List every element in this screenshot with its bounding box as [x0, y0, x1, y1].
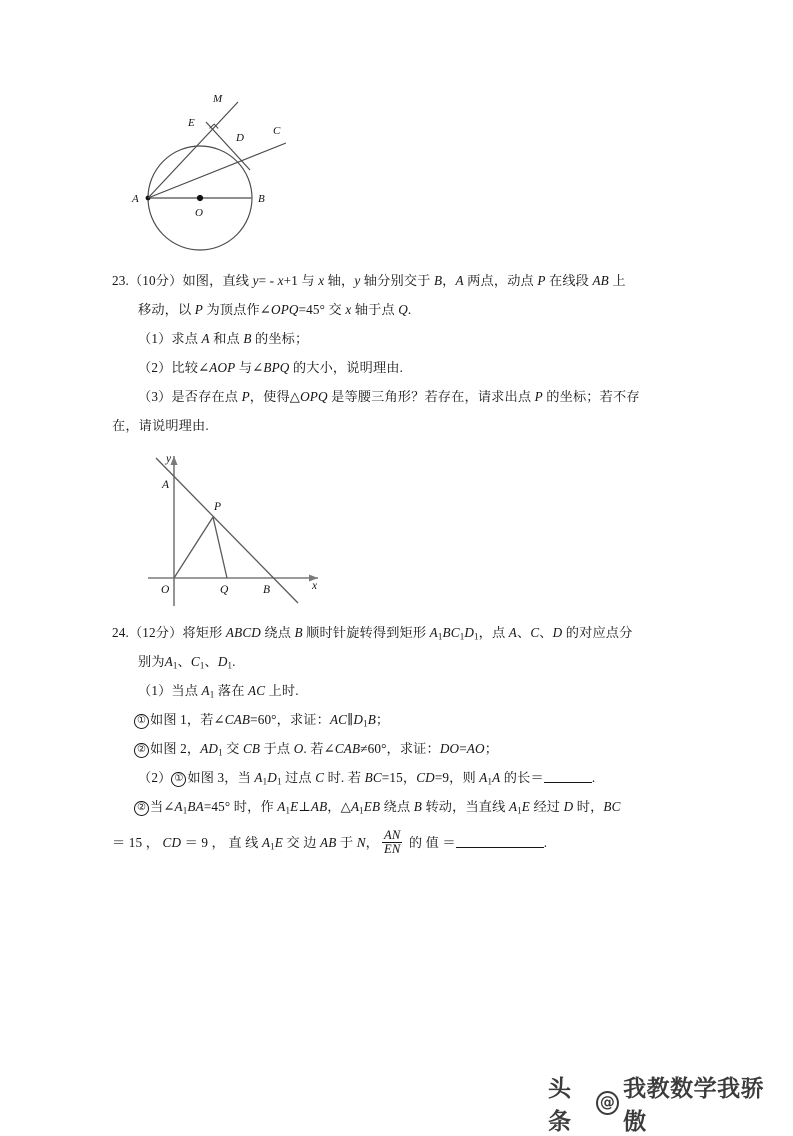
- q24-p1ii-t3: 于点: [260, 741, 294, 756]
- q24-p2ii-BA: BA: [187, 799, 204, 814]
- q24-t1: 将矩形: [182, 625, 226, 640]
- q24-p2ii-t7: 时，: [573, 799, 604, 814]
- q23-seg-AB: AB: [592, 273, 609, 288]
- q24-p1ii-AD1: [200, 741, 223, 756]
- q24-p2ii-BC: BC: [603, 799, 621, 814]
- q24-p2ii-t3: ，△: [327, 799, 351, 814]
- label-origin-O: O: [161, 584, 170, 596]
- q24-p1i-s: 1: [363, 718, 368, 729]
- question-24-block: [112, 618, 684, 865]
- label-B: B: [258, 193, 265, 205]
- q24-p1ii-t2: 交: [222, 741, 243, 756]
- q23-t5: 轴分别交于: [360, 273, 434, 288]
- q23-p2-t2: 与∠: [235, 360, 264, 375]
- q23-p2-t3: 的大小，说明理由.: [289, 360, 404, 375]
- label-E: E: [188, 117, 195, 129]
- q24-p2iii-t2: ＝ 9 ，: [181, 835, 225, 850]
- ray-AC: [148, 143, 286, 198]
- q24-p1i-D: D: [353, 712, 364, 727]
- q24-p2iii-CD: CD: [162, 835, 182, 850]
- q23-p1-A: A: [201, 331, 210, 346]
- label-point-B: B: [263, 584, 271, 596]
- q24-number: 24.: [112, 625, 129, 640]
- q24-p2-t8: .: [591, 770, 596, 785]
- q24-p2-s3: 1: [487, 776, 493, 787]
- q23-pt-Q: Q: [398, 302, 408, 317]
- q23-p1-t1: （1）求点: [138, 331, 202, 346]
- q24-pt-A: A: [508, 625, 517, 640]
- q24-p2ii-AB: AB: [310, 799, 328, 814]
- q24-p1i-angle-CAB: CAB: [224, 712, 251, 727]
- q24-p2iii-t3: 直 线: [228, 835, 262, 850]
- segment-PQ: [213, 517, 227, 578]
- q24-p2-t5: =15，: [381, 770, 417, 785]
- q23-score: （10分）: [128, 273, 183, 288]
- q23-p2-t1: （2）比较∠: [138, 360, 210, 375]
- q24-r-D: D: [464, 625, 475, 640]
- q24-p2ii-s1: 1: [182, 805, 188, 816]
- q24-pt-C1: [191, 654, 205, 669]
- q24-p1i-B: B: [367, 712, 376, 727]
- q24-t5: 、: [517, 625, 531, 640]
- q24-p2ii-A1BA: [175, 799, 204, 814]
- q24-A1-l: A: [164, 654, 173, 669]
- q23-pt-B: B: [433, 273, 443, 288]
- q24-line-2: [112, 647, 684, 676]
- circle-number-2b-icon: ②: [134, 801, 149, 816]
- circle-number-2-icon: ②: [134, 743, 149, 758]
- watermark-handle: 我教数学我骄傲: [623, 1076, 765, 1135]
- q24-p2ii-lA: A: [508, 799, 518, 814]
- segment-ED: [206, 122, 250, 170]
- q24-pt-D: D: [552, 625, 563, 640]
- coordinate-plane-figure: [146, 448, 336, 610]
- center-point-O: [197, 195, 203, 201]
- watermark-brand: 头条: [548, 1076, 572, 1135]
- label-O: O: [195, 207, 203, 219]
- q24-p2iii-E: E: [274, 835, 284, 850]
- q24-p2iii-t4: 交 边: [283, 835, 321, 850]
- q24-p1ii-s: 1: [218, 747, 223, 758]
- q24-p1ii-t1: 如图 2，: [150, 741, 201, 756]
- q24-p2-t6: =9，则: [434, 770, 480, 785]
- q24-rect-ABCD: ABCD: [225, 625, 261, 640]
- q24-p1i-t2: =60°，求证：: [250, 712, 330, 727]
- q24-p2ii-t2: =45° 时，作: [203, 799, 278, 814]
- q24-t11: .: [232, 654, 236, 669]
- segment-OP: [174, 517, 213, 578]
- q23-var-x: x: [277, 273, 284, 288]
- q24-p1-A1: [202, 683, 215, 698]
- q24-p2ii-s4: 1: [517, 805, 522, 816]
- q23-number: 23.: [112, 273, 129, 288]
- q24-p2-D: D: [267, 770, 277, 785]
- q24-p1i-AC: AC: [329, 712, 348, 727]
- q24-p1ii-O: O: [293, 741, 304, 756]
- circle-number-1-icon: ①: [134, 714, 149, 729]
- q24-p2-CD: CD: [416, 770, 435, 785]
- q24-p2-A1: A: [479, 770, 488, 785]
- q23-t3: +1 与: [283, 273, 319, 288]
- q24-p2iii-s: 1: [270, 841, 275, 852]
- label-D: D: [236, 132, 244, 144]
- q24-p1-t2: 落在: [214, 683, 248, 698]
- q24-p1-A1-l: A: [201, 683, 210, 698]
- q24-r-BC: BC: [442, 625, 460, 640]
- q24-p2-t4: 时. 若: [324, 770, 365, 785]
- q24-pt-C: C: [530, 625, 540, 640]
- q23-t2: = -: [258, 273, 278, 288]
- q23-t8: 在线段: [545, 273, 593, 288]
- q24-p2ii-s3: 1: [359, 805, 364, 816]
- q24-p1ii-DO: DO: [439, 741, 460, 756]
- q24-p2-A1D1: [254, 770, 281, 785]
- q23-line-1: [112, 266, 684, 295]
- q24-t7: 的对应点分: [562, 625, 633, 640]
- q24-p2iii-t5: 于: [336, 835, 357, 850]
- q24-p2ii-lineA1E: [509, 799, 530, 814]
- answer-blank-1[interactable]: [544, 782, 592, 783]
- q23-var-xaxis: x: [318, 273, 325, 288]
- label-x-axis: x: [312, 580, 318, 592]
- q24-D1-l: D: [217, 654, 228, 669]
- q23-t7: 两点，动点: [463, 273, 538, 288]
- q24-p2ii-A1E: [277, 799, 298, 814]
- q24-D1-s: 1: [227, 660, 233, 671]
- q24-r-s3: 1: [474, 631, 479, 642]
- q24-p1ii-eq: =: [459, 741, 467, 756]
- q23-line-2: [112, 295, 684, 324]
- watermark-toutiao: [548, 1076, 778, 1135]
- q24-p1-t3: 上时.: [265, 683, 299, 698]
- q24-p2ii-D: D: [563, 799, 574, 814]
- q24-p2-t3: 过点: [281, 770, 316, 785]
- q23-part-2: [112, 353, 684, 382]
- q24-p2-C: C: [315, 770, 325, 785]
- q24-p2iii-AB: AB: [320, 835, 337, 850]
- q24-t2: 绕点: [260, 625, 295, 640]
- label-point-A: A: [162, 479, 170, 491]
- q24-p2ii-triA: A: [350, 799, 360, 814]
- q24-C1-s: 1: [199, 660, 205, 671]
- q24-p1ii-AO: AO: [466, 741, 485, 756]
- q24-t3: 顺时针旋转得到矩形: [302, 625, 430, 640]
- question-23-block: [112, 266, 684, 440]
- q23-p3-P2: P: [534, 389, 543, 404]
- q23-pt-P2: P: [194, 302, 204, 317]
- fraction-numerator: AN: [383, 827, 401, 842]
- q23-part-3-cont: [112, 411, 684, 440]
- q24-r-A: A: [429, 625, 438, 640]
- circle-number-1b-icon: ①: [171, 772, 186, 787]
- q23-p2-angle-BPQ: BPQ: [263, 360, 290, 375]
- q24-p1i-t1: 如图 1，若∠: [150, 712, 225, 727]
- q23-p3-P: P: [241, 389, 250, 404]
- answer-blank-2[interactable]: [456, 847, 544, 848]
- q24-p2-s2: 1: [276, 776, 282, 787]
- q24-part-1-i: [112, 705, 684, 734]
- q24-t10: 、: [204, 654, 218, 669]
- q24-t8: 别为: [138, 654, 165, 669]
- q23-p1-t2: 和点: [209, 331, 244, 346]
- q23-part-3: [112, 382, 684, 411]
- q24-t9: 、: [177, 654, 191, 669]
- q24-t4: ，点: [478, 625, 509, 640]
- q24-p2ii-A1: A: [174, 799, 183, 814]
- q24-p2-BC: BC: [364, 770, 382, 785]
- q24-p2iii-t8: .: [543, 835, 548, 850]
- q23-p3-t4: 的坐标；若不存: [542, 389, 640, 404]
- q23-p1-B: B: [243, 331, 252, 346]
- q24-p2iii-t7: 的 值 ＝: [405, 835, 456, 850]
- q24-p1-A1-s: 1: [209, 689, 215, 700]
- at-sign-icon: @: [596, 1091, 619, 1115]
- q23-angle-OPQ: OPQ: [271, 302, 299, 317]
- q24-p2-A: A: [254, 770, 263, 785]
- q23-var-yaxis: y: [354, 273, 361, 288]
- q24-p2iii-t6: ，: [365, 835, 379, 850]
- q24-pt-A1: [165, 654, 178, 669]
- q24-p2-A1A: [479, 770, 500, 785]
- q24-part-1: [112, 676, 684, 705]
- q23-t13: 轴于点: [351, 302, 399, 317]
- q24-p1-t1: （1）当点: [138, 683, 202, 698]
- q24-part-1-ii: [112, 734, 684, 763]
- q23-t9: 上: [608, 273, 626, 288]
- q24-p1i-D1B: [353, 712, 376, 727]
- label-point-P: P: [214, 501, 222, 513]
- q24-p1ii-angle-CAB: CAB: [334, 741, 361, 756]
- label-A: A: [132, 193, 139, 205]
- q24-score: （12分）: [128, 625, 183, 640]
- q24-p1ii-t6: ；: [484, 741, 499, 756]
- q24-p2ii-t1: 当∠: [150, 799, 175, 814]
- q23-t6: ，: [442, 273, 456, 288]
- y-axis-arrow: [171, 456, 178, 465]
- q24-p1ii-t4: . 若∠: [303, 741, 335, 756]
- q23-t10: 移动，以: [138, 302, 195, 317]
- q24-r-s2: 1: [459, 631, 465, 642]
- q23-p1-t3: 的坐标；: [251, 331, 309, 346]
- q23-t4: 轴，: [324, 273, 355, 288]
- q23-p3-t5: 在，请说明理由.: [112, 418, 209, 433]
- perpendicular-icon: ⊥: [298, 799, 311, 814]
- q24-p1-seg-AC: AC: [247, 683, 266, 698]
- q23-t14: .: [407, 302, 412, 317]
- q23-var-y: y: [252, 273, 259, 288]
- q24-p1ii-AD: AD: [200, 741, 219, 756]
- q24-p2ii-A1e: A: [277, 799, 286, 814]
- q24-part-2-ii: [112, 792, 684, 821]
- q23-t11: 为顶点作∠: [203, 302, 272, 317]
- circle-geometry-figure: [110, 88, 340, 258]
- q23-p3-t2: ，使得△: [249, 389, 301, 404]
- q24-t6: 、: [539, 625, 553, 640]
- fraction-AN-over-EN: [382, 829, 402, 857]
- q23-t12: =45° 交: [298, 302, 346, 317]
- q24-line-1: [112, 618, 684, 647]
- q24-p2ii-B: B: [413, 799, 423, 814]
- q23-pt-A: A: [455, 273, 464, 288]
- q24-p2-t2: 如图 3，当: [187, 770, 255, 785]
- q24-p2ii-triA1EB: [351, 799, 380, 814]
- q23-p3-tri-OPQ: OPQ: [300, 389, 328, 404]
- label-point-Q: Q: [220, 584, 229, 596]
- q24-p2ii-t6: 经过: [530, 799, 564, 814]
- q24-p2-t7: 的长＝: [500, 770, 544, 785]
- q24-p2-t1: （2）: [138, 770, 172, 785]
- q24-r-s1: 1: [437, 631, 443, 642]
- q24-p2ii-EB: EB: [363, 799, 381, 814]
- q23-p2-angle-AOP: AOP: [209, 360, 236, 375]
- label-y-axis: y: [166, 453, 172, 465]
- q24-pt-B: B: [294, 625, 303, 640]
- q24-p1i-t3: ；: [375, 712, 390, 727]
- q23-pt-P: P: [537, 273, 546, 288]
- q24-p1ii-t5: ≠60°，求证：: [360, 741, 440, 756]
- q23-part-1: [112, 324, 684, 353]
- q23-var-x2: x: [345, 302, 352, 317]
- q24-p2ii-t4: 绕点: [380, 799, 414, 814]
- q24-part-2-ii-cont: [112, 821, 684, 865]
- q24-p2iii-N: N: [356, 835, 366, 850]
- q24-p1i-parallel-icon: ∥: [347, 712, 354, 727]
- line-AB: [156, 458, 298, 603]
- q24-p2iii-A1E: [262, 835, 283, 850]
- q23-p3-t1: （3）是否存在点: [138, 389, 242, 404]
- q24-p2iii-A: A: [261, 835, 271, 850]
- q24-rect-A1BC1D1: [430, 625, 479, 640]
- q24-p2ii-E: E: [290, 799, 299, 814]
- q23-t1: 如图，直线: [182, 273, 253, 288]
- q24-p1ii-CB: CB: [242, 741, 261, 756]
- q24-p2ii-lE: E: [521, 799, 531, 814]
- q24-C1-l: C: [190, 654, 200, 669]
- q24-A1-s: 1: [172, 660, 178, 671]
- q24-pt-D1: [218, 654, 232, 669]
- watermark-row: [548, 1070, 778, 1136]
- label-M: M: [213, 93, 223, 105]
- q24-p2ii-t5: 转动，当直线: [422, 799, 509, 814]
- q23-p3-t3: 是等腰三角形？若存在，请求出点: [327, 389, 535, 404]
- q24-p2ii-s2: 1: [285, 805, 291, 816]
- q24-p2-A2: A: [492, 770, 501, 785]
- q24-p2-s1: 1: [262, 776, 268, 787]
- q24-part-2-i: [112, 763, 684, 792]
- q24-p2iii-t1: ＝ 15 ，: [112, 835, 160, 850]
- label-C: C: [273, 125, 281, 137]
- fraction-denominator: EN: [383, 842, 401, 857]
